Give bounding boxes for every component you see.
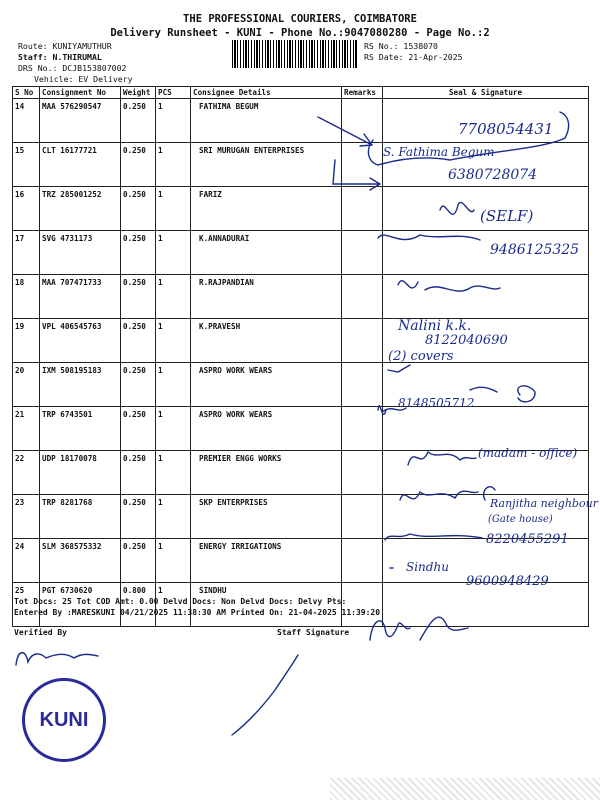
consignment-cell: TRZ 285001252 (40, 187, 121, 231)
weight-cell: 0.800 (121, 583, 156, 627)
rs-date: RS Date: 21-Apr-2025 (364, 52, 463, 62)
hand-r15-phone: 6380728074 (448, 167, 538, 183)
verifier-signature-stroke (16, 653, 98, 665)
hand-r17-phone: 9486125325 (490, 242, 580, 258)
sno-cell: 22 (13, 451, 40, 495)
weight-cell: 0.250 (121, 451, 156, 495)
col-remarks: Remarks (342, 87, 383, 99)
consignee-cell: ASPRO WORK WEARS (191, 363, 342, 407)
consignee-cell: K.ANNADURAI (191, 231, 342, 275)
consignment-cell: TRP 6743501 (40, 407, 121, 451)
hand-r19-phone: 8122040690 (425, 333, 508, 348)
hand-r20-note: (2) covers (388, 349, 454, 364)
pcs-cell: 1 (156, 583, 191, 627)
consignee-cell: ENERGY IRRIGATIONS (191, 539, 342, 583)
hand-r19-name: Nalini k.k. (398, 318, 472, 334)
pcs-cell: 1 (156, 275, 191, 319)
staff-signature-label: Staff Signature (277, 628, 350, 637)
vehicle-label: Vehicle: EV Delivery (34, 74, 133, 84)
verified-by-label: Verified By (14, 628, 67, 637)
kuni-stamp: KUNI (22, 678, 106, 762)
consignee-cell: K.PRAVESH (191, 319, 342, 363)
weight-cell: 0.250 (121, 539, 156, 583)
weight-cell: 0.250 (121, 99, 156, 143)
pcs-cell: 1 (156, 451, 191, 495)
consignment-cell: SLM 368575332 (40, 539, 121, 583)
consignment-cell: SVG 4731173 (40, 231, 121, 275)
hand-r25-phone: 9600948429 (466, 574, 549, 589)
weight-cell: 0.250 (121, 319, 156, 363)
weight-cell: 0.250 (121, 231, 156, 275)
sig-r23 (400, 487, 495, 500)
sig-r24 (385, 534, 482, 540)
sig-r22 (408, 452, 476, 465)
footer-entered: Entered By :MARESKUNI 04/21/2025 11:38:30 AM Printed On: 21-04-2025 11:39:20 (14, 608, 381, 617)
route-label: Route: KUNIYAMUTHUR (18, 41, 112, 51)
col-signature: Seal & Signature (383, 87, 589, 99)
consignee-cell: PREMIER ENGG WORKS (191, 451, 342, 495)
pcs-cell: 1 (156, 99, 191, 143)
hand-r21-phone: 8148505712 (398, 396, 475, 410)
sno-cell: 17 (13, 231, 40, 275)
weight-cell: 0.250 (121, 275, 156, 319)
sno-cell: 15 (13, 143, 40, 187)
hand-r24-phone: 8220455291 (486, 532, 569, 547)
consignment-cell: UDP 18170078 (40, 451, 121, 495)
col-sno: S No (13, 87, 40, 99)
sno-cell: 24 (13, 539, 40, 583)
sno-cell: 18 (13, 275, 40, 319)
arrow-stroke-2 (333, 160, 380, 190)
col-pcs: PCS (156, 87, 191, 99)
weight-cell: 0.250 (121, 363, 156, 407)
consignment-cell: PGT 6730620 (40, 583, 121, 627)
hand-r22-note: (madam - office) (478, 446, 578, 460)
footer-totals: Tot Docs: 25 Tot COD Amt: 0.00 Delvd Docs: Non Delvd Docs: Delvy Pts: (14, 597, 347, 606)
sno-cell: 14 (13, 99, 40, 143)
consignee-cell: FARIZ (191, 187, 342, 231)
consignment-cell: MAA 576290547 (40, 99, 121, 143)
sig-r17 (378, 235, 480, 240)
weight-cell: 0.250 (121, 143, 156, 187)
consignment-cell: MAA 707471733 (40, 275, 121, 319)
sig-r16 (440, 202, 474, 214)
consignee-cell: FATHIMA BEGUM (191, 99, 342, 143)
consignee-cell: ASPRO WORK WEARS (191, 407, 342, 451)
consignee-cell: SINDHU (191, 583, 342, 627)
staff-label: Staff: N.THIRUMAL (18, 52, 102, 62)
weight-cell: 0.250 (121, 407, 156, 451)
consignment-cell: CLT 16177721 (40, 143, 121, 187)
check-mark-stroke (232, 655, 298, 735)
weight-cell: 0.250 (121, 495, 156, 539)
col-weight: Weight (121, 87, 156, 99)
consignment-cell: IXM 508195183 (40, 363, 121, 407)
consignee-cell: R.RAJPANDIAN (191, 275, 342, 319)
pcs-cell: 1 (156, 187, 191, 231)
runsheet-title: Delivery Runsheet - KUNI - Phone No.:9047080280 - Page No.:2 (110, 27, 490, 39)
consignment-cell: TRP 8281768 (40, 495, 121, 539)
consignee-cell: SKP ENTERPRISES (191, 495, 342, 539)
pcs-cell: 1 (156, 143, 191, 187)
hand-r23-note2: (Gate house) (488, 514, 553, 525)
sig-r20-underline (388, 365, 410, 372)
pcs-cell: 1 (156, 539, 191, 583)
hand-r15-name: S. Fathima Begum (383, 145, 495, 159)
hand-r14-phone: 7708054431 (458, 120, 554, 138)
rs-number: RS No.: 1538070 (364, 41, 438, 51)
sno-cell: 20 (13, 363, 40, 407)
staff-signature-stroke (370, 617, 468, 640)
hand-r16-note: (SELF) (480, 207, 534, 225)
sno-cell: 19 (13, 319, 40, 363)
sig-r18 (398, 281, 500, 291)
pcs-cell: 1 (156, 495, 191, 539)
consignee-cell: SRI MURUGAN ENTERPRISES (191, 143, 342, 187)
pcs-cell: 1 (156, 319, 191, 363)
watermark-strip (330, 778, 600, 800)
sno-cell: 25 (13, 583, 40, 627)
pcs-cell: 1 (156, 363, 191, 407)
drs-label: DRS No.: DCJB153807002 (18, 63, 127, 73)
sig-r21 (378, 386, 535, 414)
sno-cell: 21 (13, 407, 40, 451)
col-consignee: Consignee Details (191, 87, 342, 99)
hand-r23-note: Ranjitha neighbour (490, 497, 598, 510)
sno-cell: 16 (13, 187, 40, 231)
arrow-stroke-1 (318, 117, 372, 146)
pcs-cell: 1 (156, 407, 191, 451)
pcs-cell: 1 (156, 231, 191, 275)
sno-cell: 23 (13, 495, 40, 539)
weight-cell: 0.250 (121, 187, 156, 231)
consignment-cell: VPL 406545763 (40, 319, 121, 363)
sig-r14-15 (368, 112, 568, 165)
col-consignment: Consignment No (40, 87, 121, 99)
hand-r25-name: Sindhu (406, 560, 449, 574)
company-title: THE PROFESSIONAL COURIERS, COIMBATORE (183, 13, 417, 25)
